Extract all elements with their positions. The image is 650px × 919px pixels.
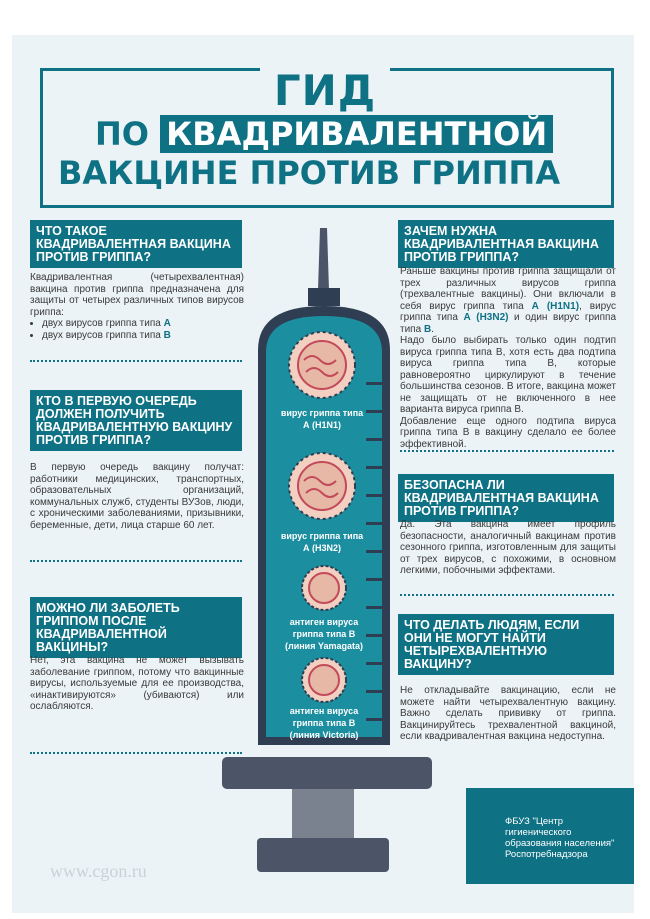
antigen-b-yamagata-icon: [302, 566, 346, 610]
label-antigen-4-line-1: антиген вируса: [289, 706, 359, 716]
heading-why: ЗАЧЕМ НУЖНА КВАДРИВАЛЕНТНАЯ ВАКЦИНА ПРОТИВ ГРИППА?: [398, 220, 614, 268]
bullet-type-b: • двух вирусов гриппа типа В: [42, 330, 244, 342]
footer-organization: ФБУЗ "Центр гигиенического образования населения" Роспотребнадзора: [505, 816, 615, 860]
label-antigen-3-line-1: антиген вируса: [289, 617, 359, 627]
heading-what: ЧТО ТАКОЕ КВАДРИВАЛЕНТНАЯ ВАКЦИНА ПРОТИВ ГРИППА?: [30, 220, 242, 268]
label-virus-2-line-1: вирус гриппа типа: [280, 531, 364, 541]
title-line-1: ГИД: [0, 66, 650, 115]
label-antigen-4-line-2: гриппа типа В: [292, 718, 356, 728]
title-highlight: КВАДРИВАЛЕНТНОЙ: [160, 115, 553, 153]
syringe-flange: [222, 757, 432, 789]
label-antigen-3-line-3: (линия Yamagata): [285, 641, 363, 651]
title-prefix: ПО: [95, 115, 149, 153]
watermark: www.cgon.ru: [50, 861, 147, 881]
label-virus-1-line-2: А (H1N1): [302, 420, 342, 430]
text-cant: Не откладывайте вакцинацию, если не можете найти четырехвалентную вакцину. Важно сделать прививку от гриппа. Вакцинируйтесь трехвалентной вакциной, если квадривалентная вакцина недоступна.: [400, 685, 616, 742]
label-virus-2-line-2: А (H3N2): [302, 543, 342, 553]
virus-a-h3n2-icon: [289, 453, 355, 519]
heading-who: КТО В ПЕРВУЮ ОЧЕРЕДЬ ДОЛЖЕН ПОЛУЧИТЬ КВАДРИВАЛЕНТНУЮ ВАКЦИНУ ПРОТИВ ГРИППА?: [30, 390, 242, 451]
heading-cant: ЧТО ДЕЛАТЬ ЛЮДЯМ, ЕСЛИ ОНИ НЕ МОГУТ НАЙТИ ЧЕТЫРЕХВАЛЕНТНУЮ ВАКЦИНУ?: [398, 614, 614, 675]
text-what: Квадривалентная (четырехвалентная) вакцина против гриппа предназначена для защиты от четырех различных типов вирусов гриппа: • двух вирусов гриппа типа А • двух вирусов гриппа типа В: [30, 272, 244, 341]
label-antigen-4-line-3: (линия Victoria): [289, 730, 359, 740]
label-antigen-3-line-2: гриппа типа В: [292, 629, 356, 639]
needle-hub: [308, 288, 340, 306]
virus-a-h1n1-icon: [289, 332, 355, 398]
plunger-head: [257, 838, 389, 872]
needle: [318, 228, 329, 290]
label-virus-1-line-1: вирус гриппа типа: [280, 408, 364, 418]
heading-safe: БЕЗОПАСНА ЛИ КВАДРИВАЛЕНТНАЯ ВАКЦИНА ПРОТИВ ГРИППА?: [398, 474, 614, 522]
text-who: В первую очередь вакцину получат: работники медицинских, транспортных, образовательных организаций, коммунальных служб, студенты ВУЗов, люди, с хроническими заболеваниями, призывники, беременные, дети, лица старше 60 лет.: [30, 462, 244, 531]
title-line-3: ВАКЦИНЕ ПРОТИВ ГРИППА: [58, 154, 561, 192]
plunger-rod: [292, 789, 354, 844]
text-sick: Нет, эта вакцина не может вызывать заболевание гриппом, потому что вакцинные вирусы, используемые для ее производства, «инактивируются» (убиваются) или ослабляются.: [30, 655, 244, 712]
bullet-type-a: • двух вирусов гриппа типа А: [42, 318, 244, 330]
antigen-b-victoria-icon: [302, 658, 346, 702]
text-safe: Да. Эта вакцина имеет профиль безопасности, аналогичный вакцинам против сезонного гриппа, изготовленным для защиты от трех вирусов, с похожими, в основном легкими, побочными эффектами.: [400, 519, 616, 576]
heading-sick: МОЖНО ЛИ ЗАБОЛЕТЬ ГРИППОМ ПОСЛЕ КВАДРИВАЛЕНТНОЙ ВАКЦИНЫ?: [30, 597, 242, 658]
text-why: Раньше вакцины против гриппа защищали от трех различных вирусов гриппа (трехвалентные вакцины). Они включали в себя вирус гриппа типа А (H1N1), вирус гриппа типа А (H3N2) и один вирус гриппа типа В. Надо было выбирать только один подтип вируса гриппа типа В, хотя есть два подтипа вируса гриппа типа В, которые равновероятно циркулируют в течение большинства сезонов. В итоге, вакцина может не защищать от не включенного в нее варианта вируса гриппа В. Добавление еще одного подтипа вируса гриппа типа В в вакцину сделало ее более эффективной.: [400, 266, 617, 450]
